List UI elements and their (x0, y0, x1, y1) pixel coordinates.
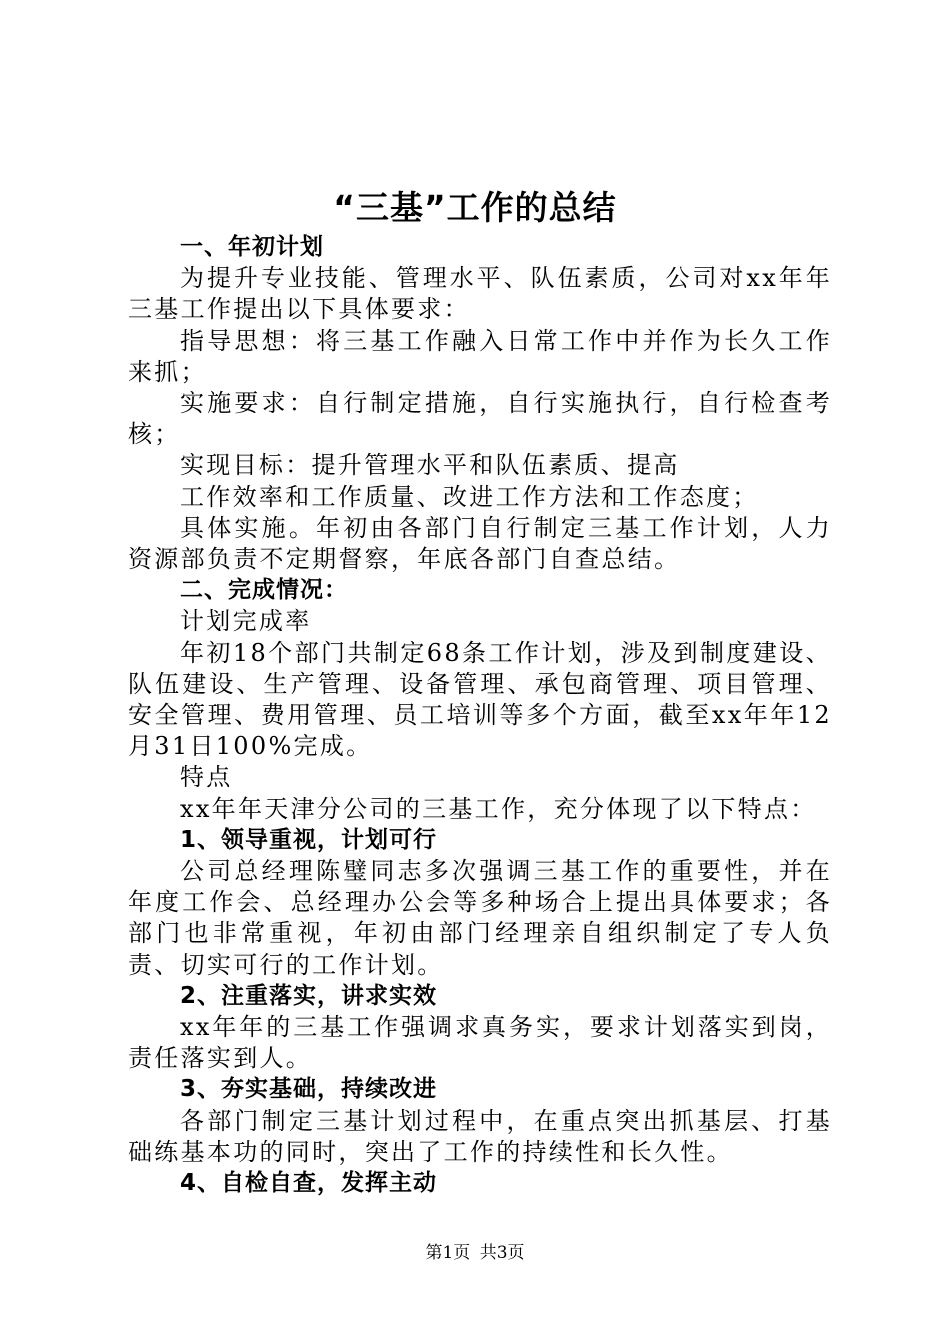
paragraph: 实现目标：提升管理水平和队伍素质、提高 (180, 451, 680, 480)
paragraph: 指导思想：将三基工作融入日常工作中并作为长久工作来抓； (128, 326, 832, 386)
paragraph: 年初18个部门共制定68条工作计划，涉及到制度建设、队伍建设、生产管理、设备管理、承包商管理、项目管理、安全管理、费用管理、员工培训等多个方面，截至xx年年12月31日100%完成。 (128, 638, 832, 761)
subsection-heading: 2、注重落实，讲求实效 (180, 982, 438, 1009)
subsection-heading: 4、自检自查，发挥主动 (180, 1170, 438, 1197)
paragraph: 为提升专业技能、管理水平、队伍素质，公司对xx年年三基工作提出以下具体要求： (128, 264, 832, 324)
document-title: “三基”工作的总结 (333, 188, 617, 227)
section-heading: 一、年初计划 (180, 234, 324, 260)
paragraph: 特点 (180, 763, 233, 792)
section-heading: 二、完成情况： (180, 577, 348, 604)
paragraph: xx年年的三基工作强调求真务实，要求计划落实到岗，责任落实到人。 (128, 1013, 832, 1073)
subsection-heading: 1、领导重视，计划可行 (180, 826, 438, 853)
paragraph: 实施要求：自行制定措施，自行实施执行，自行检查考核； (128, 389, 832, 449)
paragraph: 公司总经理陈璧同志多次强调三基工作的重要性，并在年度工作会、总经理办公会等多种场合上提出具体要求；各部门也非常重视，年初由部门经理亲自组织制定了专人负责、切实可行的工作计划。 (128, 857, 832, 979)
paragraph: 工作效率和工作质量、改进工作方法和工作态度； (180, 482, 759, 511)
paragraph: xx年年天津分公司的三基工作，充分体现了以下特点： (180, 794, 817, 823)
document-body (128, 232, 832, 1199)
subsection-heading: 3、夯实基础，持续改进 (180, 1076, 438, 1103)
paragraph: 计划完成率 (180, 607, 312, 636)
paragraph: 各部门制定三基计划过程中，在重点突出抓基层、打基础练基本功的同时，突出了工作的持续性和长久性。 (128, 1106, 832, 1166)
paragraph: 具体实施。年初由各部门自行制定三基工作计划，人力资源部负责不定期督察，年底各部门自查总结。 (128, 513, 832, 574)
page-footer: 第1页 共3页 (425, 1243, 525, 1263)
